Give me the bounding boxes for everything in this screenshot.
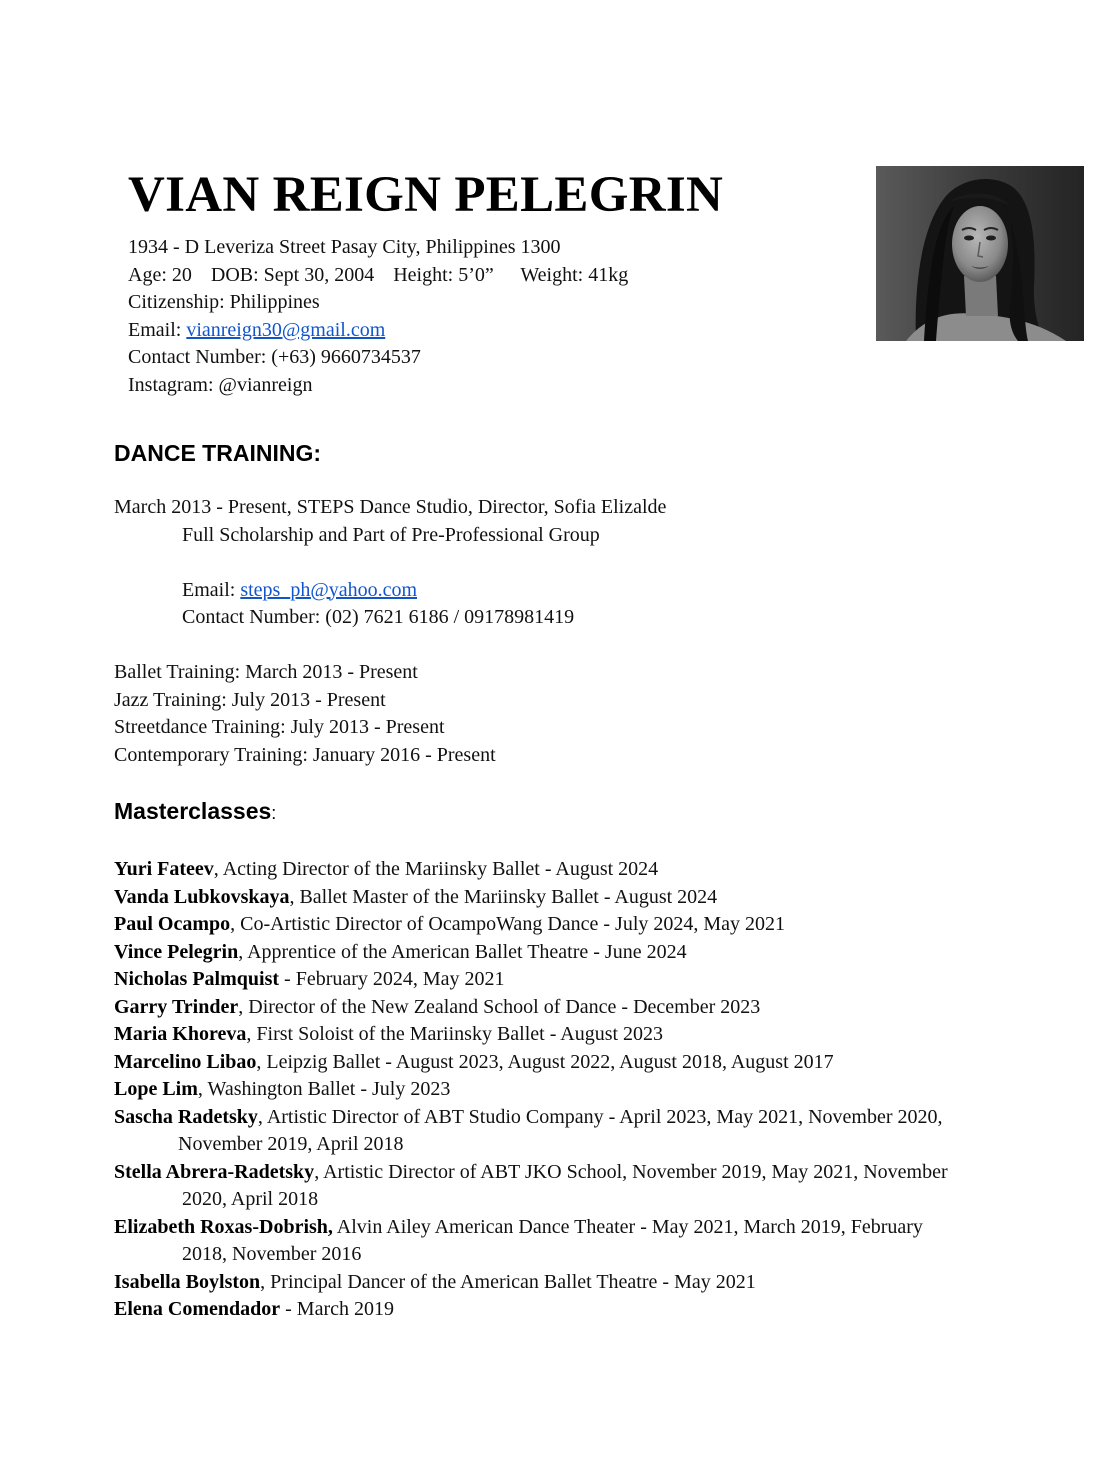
masterclass-detail: , Washington Ballet - July 2023 (197, 1078, 451, 1100)
weight: Weight: 41kg (520, 263, 629, 286)
list-item (114, 856, 1014, 884)
instructor-name: Garry Trinder (114, 995, 239, 1018)
dance-training-section (114, 494, 666, 769)
list-item (114, 994, 1014, 1022)
masterclass-detail: - February 2024, May 2021 (279, 968, 505, 990)
masterclasses-list (114, 856, 1014, 1324)
applicant-name: VIAN REIGN PELEGRIN (128, 167, 724, 223)
instagram: Instagram: @vianreign (128, 373, 313, 396)
training-item: Jazz Training: July 2013 - Present (114, 688, 386, 711)
masterclass-detail: Alvin Ailey American Dance Theater - May 2021, March 2019, February (332, 1215, 923, 1238)
age: Age: 20 (128, 263, 192, 286)
contact-number: Contact Number: (+63) 9660734537 (128, 346, 421, 368)
instructor-name: Isabella Boylston (114, 1270, 261, 1293)
masterclass-detail: , Ballet Master of the Mariinsky Ballet - August 2024 (289, 885, 718, 908)
instructor-name: Lope Lim (114, 1078, 198, 1100)
masterclass-detail: , First Soloist of the Mariinsky Ballet - August 2023 (246, 1023, 664, 1045)
list-item (114, 1269, 1014, 1297)
portrait-photo (876, 166, 1084, 341)
masterclass-detail: , Apprentice of the American Ballet Theatre - June 2024 (238, 940, 687, 963)
instructor-name: Vanda Lubkovskaya (114, 885, 290, 908)
instructor-name: Marcelino Libao (114, 1050, 257, 1073)
studio-line: March 2013 - Present, STEPS Dance Studio, Director, Sofia Elizalde (114, 496, 667, 518)
scholarship-line: Full Scholarship and Part of Pre-Professional Group (182, 523, 600, 546)
personal-stats (128, 262, 628, 290)
instructor-name: Sascha Radetsky (114, 1105, 258, 1128)
masterclass-detail-continued: November 2019, April 2018 (178, 1133, 404, 1155)
list-item (114, 1049, 1014, 1077)
masterclass-detail: , Director of the New Zealand School of Dance - December 2023 (238, 995, 761, 1018)
contact-block (128, 234, 628, 399)
address: 1934 - D Leveriza Street Pasay City, Philippines 1300 (128, 236, 561, 258)
list-item (114, 1296, 1014, 1324)
list-item (114, 1214, 1014, 1242)
studio-email-line (114, 577, 666, 605)
masterclass-detail: , Artistic Director of ABT Studio Company - April 2023, May 2021, November 2020, (257, 1105, 943, 1128)
training-item: Streetdance Training: July 2013 - Present (114, 716, 445, 738)
instructor-name: Paul Ocampo (114, 913, 231, 935)
list-item (114, 939, 1014, 967)
height: Height: 5’0” (393, 263, 494, 286)
instructor-name: Nicholas Palmquist (114, 968, 280, 990)
masterclasses-heading-colon: : (271, 803, 277, 823)
masterclass-detail: , Principal Dancer of the American Ballet Theatre - May 2021 (260, 1270, 756, 1293)
masterclass-detail-continued: 2018, November 2016 (182, 1243, 362, 1265)
instructor-name: Vince Pelegrin (114, 940, 239, 963)
masterclasses-heading (114, 797, 276, 827)
training-item: Ballet Training: March 2013 - Present (114, 661, 418, 683)
list-item (114, 1076, 1014, 1104)
masterclass-detail: , Leipzig Ballet - August 2023, August 2022, August 2018, August 2017 (256, 1050, 834, 1073)
masterclasses-heading-text: Masterclasses (114, 798, 272, 824)
list-item (114, 1159, 1014, 1187)
email-line (128, 317, 628, 345)
training-item: Contemporary Training: January 2016 - Present (114, 743, 496, 766)
email-label: Email: (128, 318, 187, 341)
instructor-name: Maria Khoreva (114, 1023, 247, 1045)
dance-training-heading: DANCE TRAINING: (114, 440, 321, 466)
dob: DOB: Sept 30, 2004 (210, 263, 375, 286)
list-item (114, 884, 1014, 912)
masterclass-detail: , Co-Artistic Director of OcampoWang Dance - July 2024, May 2021 (230, 913, 786, 935)
list-item (114, 911, 1014, 939)
citizenship: Citizenship: Philippines (128, 291, 320, 313)
list-item (114, 1021, 1014, 1049)
instructor-name: Elizabeth Roxas-Dobrish, (114, 1215, 333, 1238)
studio-email-link[interactable]: steps_ph@yahoo.com (240, 578, 418, 601)
masterclass-detail-continued: 2020, April 2018 (182, 1188, 319, 1210)
masterclass-detail: , Artistic Director of ABT JKO School, November 2019, May 2021, November (314, 1160, 948, 1183)
list-item (114, 1104, 1014, 1132)
masterclass-detail: , Acting Director of the Mariinsky Ballet - August 2024 (213, 858, 659, 880)
instructor-name: Yuri Fateev (114, 858, 214, 880)
instructor-name: Elena Comendador (114, 1298, 281, 1320)
instructor-name: Stella Abrera-Radetsky (114, 1160, 315, 1183)
list-item (114, 966, 1014, 994)
masterclass-detail: - March 2019 (280, 1298, 394, 1320)
studio-email-label: Email: (182, 578, 241, 601)
email-link[interactable]: vianreign30@gmail.com (186, 318, 386, 341)
studio-contact: Contact Number: (02) 7621 6186 / 09178981419 (182, 606, 575, 628)
